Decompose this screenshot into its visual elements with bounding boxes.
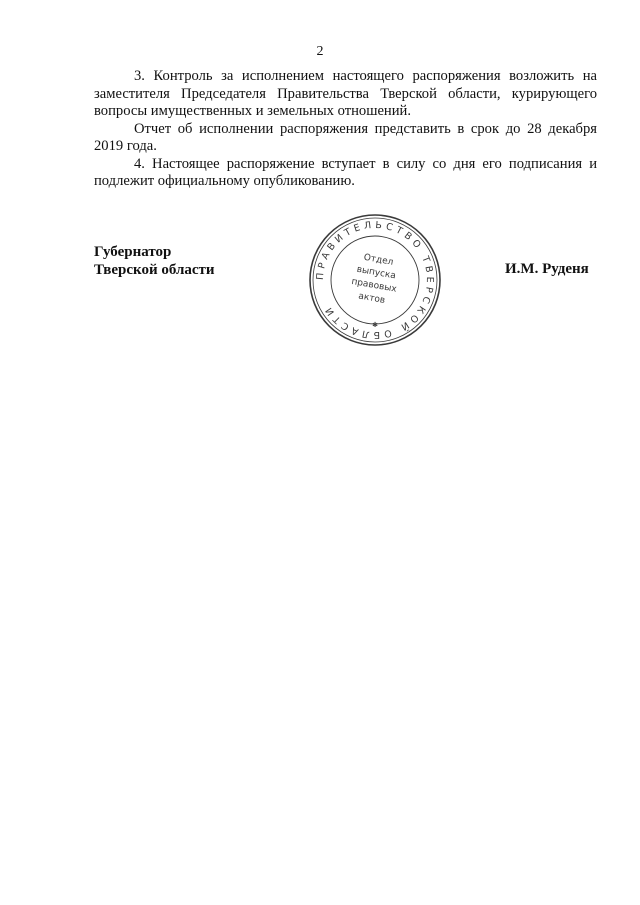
signatory-region: Тверской области bbox=[94, 262, 215, 278]
paragraph-effective: 4. Настоящее распоряжение вступает в силу со дня его подписания и подлежит официальному опубликованию. bbox=[94, 155, 597, 189]
signatory-title: Губернатор bbox=[94, 244, 172, 260]
paragraph-report: Отчет об исполнении распоряжения представить в срок до 28 декабря 2019 года. bbox=[94, 120, 597, 154]
stamp-seal bbox=[307, 212, 443, 348]
document-body bbox=[94, 68, 597, 191]
stamp-line-1: Отдел bbox=[362, 252, 395, 268]
stamp-star-icon: ✱ bbox=[372, 321, 378, 329]
page-number: 2 bbox=[316, 44, 324, 59]
stamp-line-4: актов bbox=[357, 291, 386, 306]
stamp-ring-text: ПРАВИТЕЛЬСТВО ТВЕРСКОЙ ОБЛАСТИ bbox=[314, 219, 436, 341]
paragraph-control: 3. Контроль за исполнением настоящего распоряжения возложить на заместителя Председателя Правительства Тверской области, курирующего вопросы имущественных и земельных отношений. bbox=[94, 68, 597, 119]
official-stamp bbox=[307, 212, 443, 348]
stamp-line-3: правовых bbox=[350, 277, 398, 295]
signatory-position bbox=[94, 243, 215, 279]
signatory-name: И.М. Руденя bbox=[505, 261, 589, 277]
stamp-line-2: выпуска bbox=[355, 264, 397, 282]
